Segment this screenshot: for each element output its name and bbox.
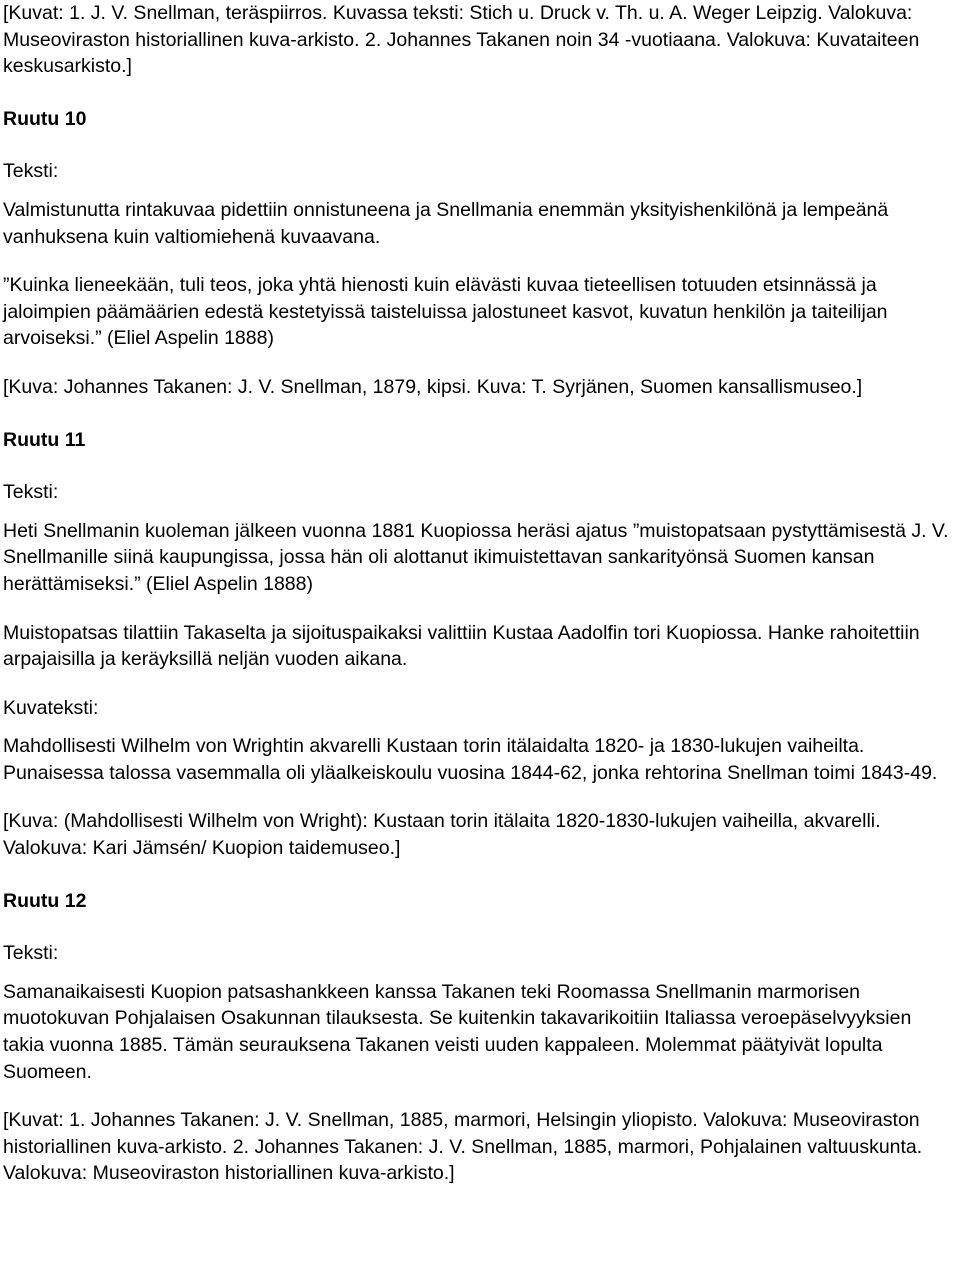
section-label-teksti: Teksti: bbox=[3, 481, 59, 504]
section-paragraph: Mahdollisesti Wilhelm von Wrightin akvarelli Kustaan torin itälaidalta 1820- ja 1830-lukujen vaiheilta. Punaisessa talossa vasemmalla oli yläalkeiskoulu vuosina 1844-62, jonka rehtorina Snellman toimi 1843-49. bbox=[3, 735, 938, 784]
section-label-teksti: Teksti: bbox=[3, 942, 59, 965]
section-label-teksti: Teksti: bbox=[3, 160, 59, 183]
section-paragraph: Samanaikaisesti Kuopion patsashankkeen kanssa Takanen teki Roomassa Snellmanin marmorisen muotokuvan Pohjalaisen Osakunnan tilauksesta. Se kuitenkin takavarikoitiin Italiassa veroepäselvyyksien takia vuonna 1885. Tämän seurauksena Takanen veisti uuden kappaleen. Molemmat päätyivät lopulta Suomeen. bbox=[3, 980, 912, 1083]
image-caption: [Kuva: Johannes Takanen: J. V. Snellman, 1879, kipsi. Kuva: T. Syrjänen, Suomen kansallismuseo.] bbox=[3, 375, 863, 398]
section-heading-ruutu-10: Ruutu 10 bbox=[3, 107, 87, 130]
section-label-kuvateksti: Kuvateksti: bbox=[3, 696, 99, 719]
section-paragraph: Valmistunutta rintakuvaa pidettiin onnistuneena ja Snellmania enemmän yksityishenkilönä ja lempeänä vanhuksena kuin valtiomiehenä kuvaavana. bbox=[3, 198, 889, 248]
quote-paragraph: ”Kuinka lieneekään, tuli teos, joka yhtä hienosti kuin elävästi kuvaa tieteellisen totuuden etsinnässä ja jaloimpien päämäärien edestä kestetyissä taisteluissa jalostuneet kasvot, kuvatun henkilön ja taiteilijan arvoiseksi.” (Eliel Aspelin 1888) bbox=[3, 274, 888, 350]
image-caption: [Kuva: (Mahdollisesti Wilhelm von Wright): Kustaan torin itälaita 1820-1830-lukujen vaiheilla, akvarelli. Valokuva: Kari Jämsén/ Kuopion taidemuseo.] bbox=[3, 810, 881, 860]
section-heading-ruutu-12: Ruutu 12 bbox=[3, 889, 87, 912]
section-heading-ruutu-11: Ruutu 11 bbox=[3, 428, 86, 451]
section-paragraph: Muistopatsas tilattiin Takaselta ja sijoituspaikaksi valittiin Kustaa Aadolfin tori Kuopiossa. Hanke rahoitettiin arpajaisilla ja keräyksillä neljän vuoden aikana. bbox=[3, 621, 920, 671]
image-caption: [Kuvat: 1. Johannes Takanen: J. V. Snellman, 1885, marmori, Helsingin yliopisto. Valokuva: Museoviraston historiallinen kuva-arkisto. 2. Johannes Takanen: J. V. Snellman, 1885, marmori, Pohjalainen valtuuskunta. Valokuva: Museoviraston historiallinen kuva-arkisto.] bbox=[3, 1109, 923, 1185]
document-body bbox=[3, 0, 955, 1187]
intro-caption: [Kuvat: 1. J. V. Snellman, teräspiirros. Kuvassa teksti: Stich u. Druck v. Th. u. A. Weger Leipzig. Valokuva: Museoviraston historiallinen kuva-arkisto. 2. Johannes Takanen noin 34 -vuotiaana. Valokuva: Kuvataiteen keskusarkisto.] bbox=[3, 2, 920, 78]
section-paragraph: Heti Snellmanin kuoleman jälkeen vuonna 1881 Kuopiossa heräsi ajatus ”muistopatsaan pystyttämisestä J. V. Snellmanille siinä kaupungissa, jossa hän oli alottanut ikimuistettavan sankarityönsä Suomen kansan herättämiseksi.” (Eliel Aspelin 1888) bbox=[3, 519, 949, 595]
